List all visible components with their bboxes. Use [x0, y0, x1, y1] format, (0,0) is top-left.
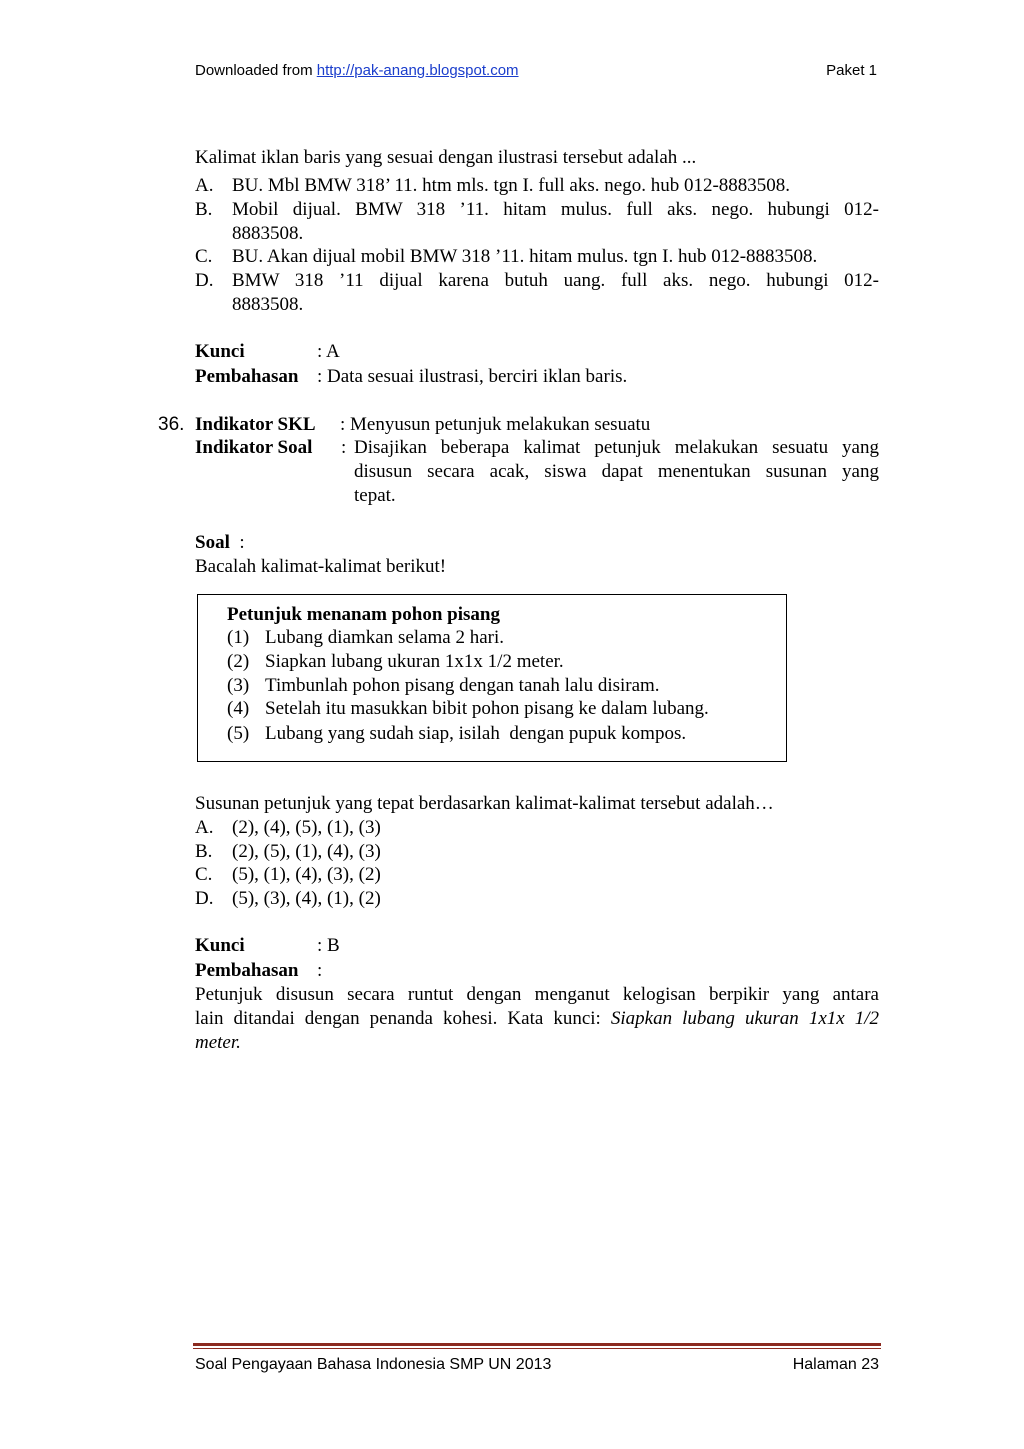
footer-rule-thin [193, 1348, 881, 1349]
pembahasan-line-3: meter. [195, 1032, 241, 1053]
option-text: (2), (4), (5), (1), (3) [232, 817, 381, 838]
step-number: (1) [227, 627, 250, 648]
kunci-label: Kunci [195, 341, 245, 362]
instruction-text: Bacalah kalimat-kalimat berikut! [195, 556, 447, 577]
soal-heading [195, 532, 245, 554]
question-stem: Susunan petunjuk yang tepat berdasarkan kalimat-kalimat tersebut adalah… [195, 793, 774, 814]
step-text: Timbunlah pohon pisang dengan tanah lalu disiram. [265, 675, 660, 696]
indikator-soal-colon: : [341, 437, 347, 458]
kunci-label: Kunci [195, 935, 245, 956]
box-title: Petunjuk menanam pohon pisang [227, 604, 500, 625]
option-text: 8883508. [232, 294, 304, 315]
question-stem: Kalimat iklan baris yang sesuai dengan ilustrasi tersebut adalah ... [195, 147, 697, 168]
header-prefix: Downloaded from [195, 62, 317, 79]
option-text: (5), (3), (4), (1), (2) [232, 888, 381, 909]
option-label: C. [195, 246, 213, 267]
indikator-skl-label: Indikator SKL [195, 414, 316, 435]
step-number: (3) [227, 675, 250, 696]
indikator-soal-line-3: tepat. [354, 485, 396, 506]
option-text: Mobil dijual. BMW 318 ’11. hitam mulus. full aks. nego. hubungi 012- [232, 199, 879, 220]
step-text: Lubang diamkan selama 2 hari. [265, 627, 505, 648]
footer-rule [193, 1343, 881, 1346]
step-number: (4) [227, 698, 250, 719]
soal-label: Soal [195, 532, 230, 553]
pembahasan-colon: : [317, 960, 323, 981]
indikator-soal-line-2: disusun secara acak, siswa dapat menentukan susunan yang [354, 461, 879, 482]
step-text: Siapkan lubang ukuran 1x1x 1/2 meter. [265, 651, 564, 672]
pembahasan-label: Pembahasan [195, 960, 299, 981]
option-text: BU. Akan dijual mobil BMW 318 ’11. hitam mulus. tgn I. hub 012-8883508. [232, 246, 818, 267]
option-label: B. [195, 199, 213, 220]
kunci-value: : A [317, 341, 340, 362]
option-label: B. [195, 841, 213, 862]
option-label: A. [195, 175, 214, 196]
indikator-skl-value: : Menyusun petunjuk melakukan sesuatu [340, 414, 651, 435]
steps-box [197, 594, 787, 762]
step-number: (2) [227, 651, 250, 672]
pembahasan-value: : Data sesuai ilustrasi, berciri iklan baris. [317, 366, 628, 387]
pembahasan-label: Pembahasan [195, 366, 299, 387]
pembahasan-plain: lain ditandai dengan penanda kohesi. Kata kunci: [195, 1008, 611, 1029]
footer-title: Soal Pengayaan Bahasa Indonesia SMP UN 2013 [195, 1356, 552, 1373]
option-label: D. [195, 270, 214, 291]
option-label: D. [195, 888, 214, 909]
key-phrase: Siapkan lubang ukuran 1x1x 1/2 [610, 1008, 880, 1029]
indikator-soal-line-1: Disajikan beberapa kalimat petunjuk melakukan sesuatu yang [354, 437, 879, 458]
pembahasan-line-2 [195, 1008, 879, 1030]
option-text: 8883508. [232, 223, 304, 244]
option-text: BMW 318 ’11 dijual karena butuh uang. full aks. nego. hubungi 012- [232, 270, 879, 291]
page-header-source [195, 62, 519, 79]
question-number: 36. [158, 414, 185, 435]
option-text: (5), (1), (4), (3), (2) [232, 864, 381, 885]
indikator-soal-label: Indikator Soal [195, 437, 313, 458]
pembahasan-line-1: Petunjuk disusun secara runtut dengan menganut kelogisan berpikir yang antara [195, 984, 879, 1005]
footer-page-number: Halaman 23 [792, 1356, 879, 1373]
source-link[interactable]: http://pak-anang.blogspot.com [316, 62, 519, 79]
page-header-paket: Paket 1 [826, 62, 877, 79]
step-text: Lubang yang sudah siap, isilah dengan pupuk kompos. [265, 723, 687, 744]
step-number: (5) [227, 723, 250, 744]
option-text: (2), (5), (1), (4), (3) [232, 841, 381, 862]
kunci-value: : B [317, 935, 340, 956]
option-label: C. [195, 864, 213, 885]
step-text: Setelah itu masukkan bibit pohon pisang ke dalam lubang. [265, 698, 709, 719]
soal-colon: : [239, 532, 245, 553]
option-label: A. [195, 817, 214, 838]
option-text: BU. Mbl BMW 318’ 11. htm mls. tgn I. full aks. nego. hub 012-8883508. [232, 175, 791, 196]
